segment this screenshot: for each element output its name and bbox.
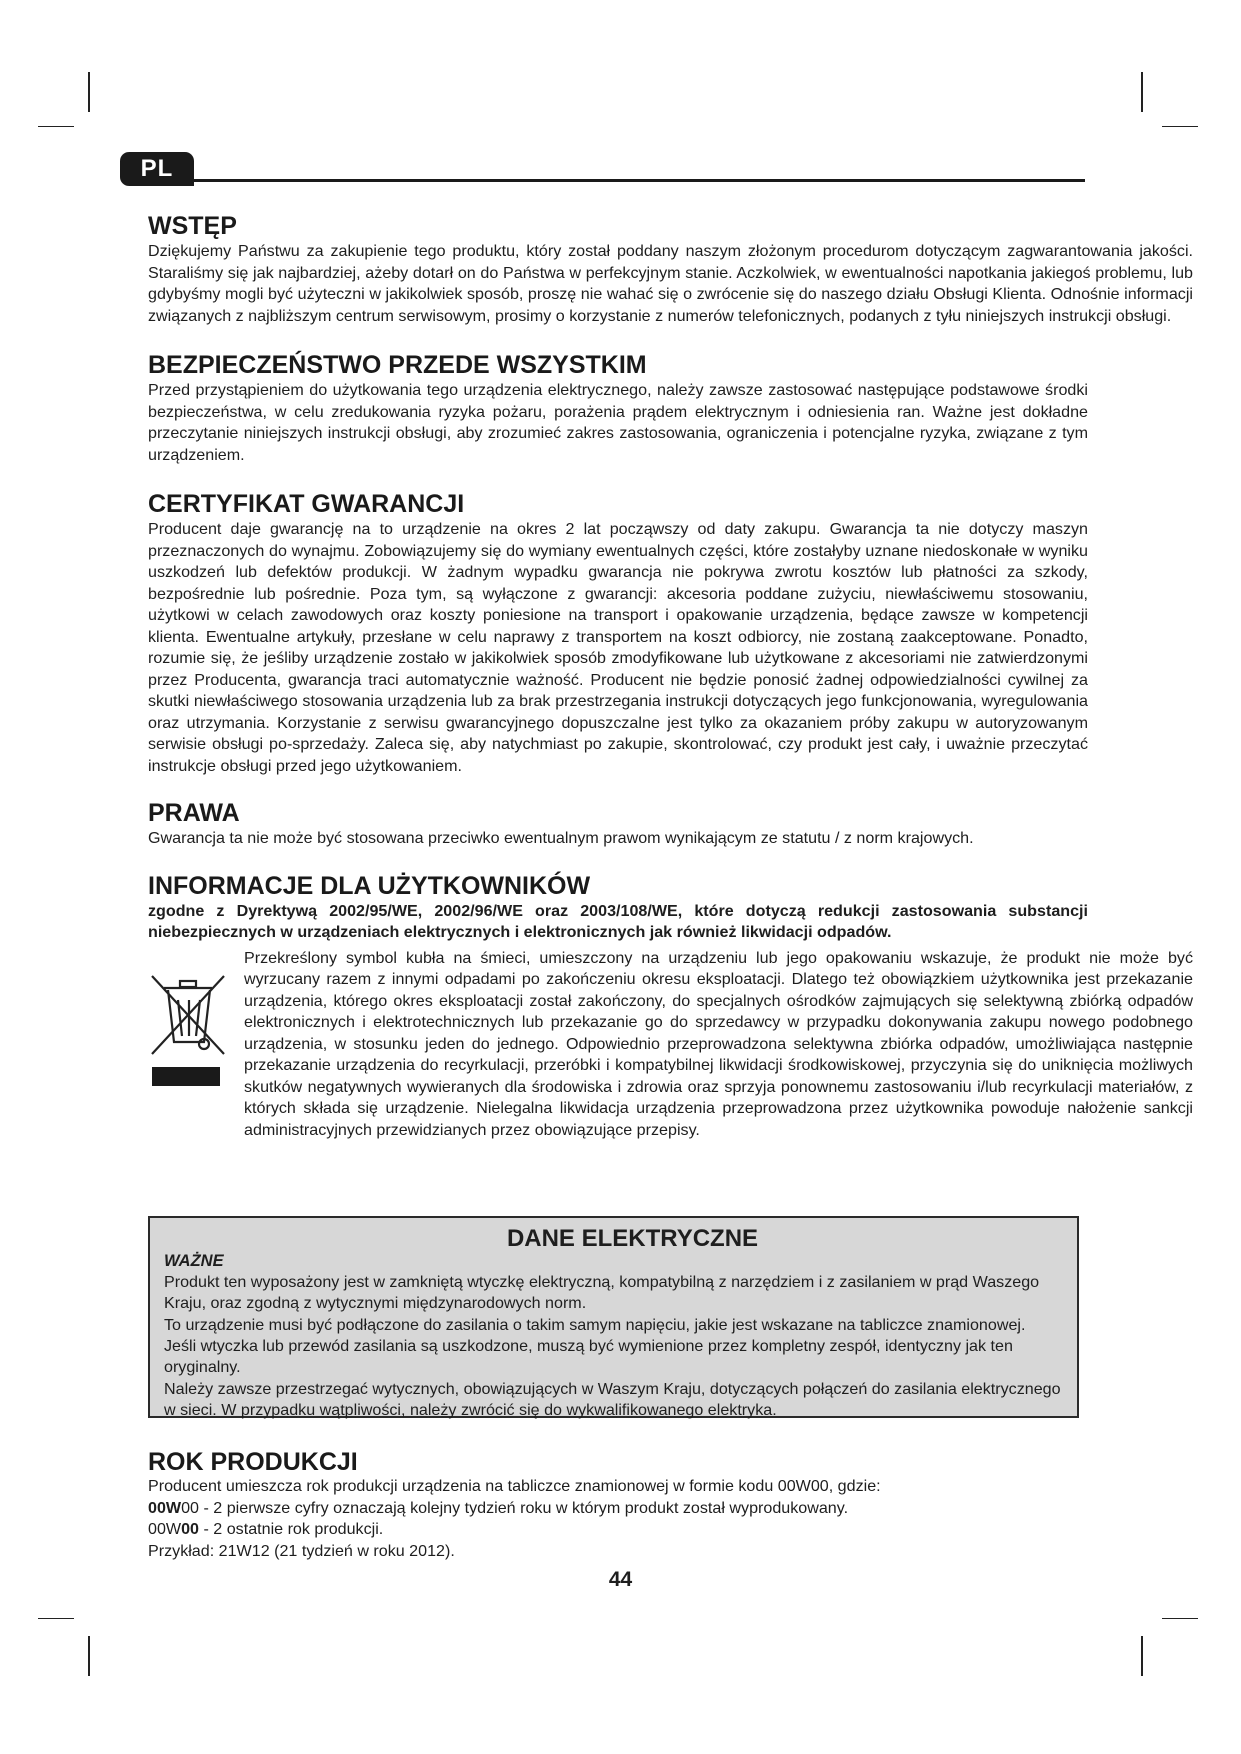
- section-title: ROK PRODUKCJI: [148, 1448, 358, 1476]
- crop-mark: [88, 1636, 90, 1676]
- crop-mark: [38, 126, 74, 127]
- section-text: Przed przystąpieniem do użytkowania tego urządzenia elektrycznego, należy zawsze zastosować następujące podstawowe środki bezpieczeństwa, w celu zredukowania ryzyka pożaru, porażenia prądem elektrycznym i odniesienia ran. Ważne jest dokładne przeczytanie niniejszych instrukcji obsługi, aby zrozumieć zakres zastosowania, ograniczenia i potencjalne ryzyka, związane z tym urządzeniem.: [148, 381, 1088, 464]
- crop-mark: [88, 72, 90, 112]
- electrical-paragraph: To urządzenie musi być podłączone do zasilania o takim samym napięciu, jakie jest wskazane na tabliczce znamionowej. Jeśli wtyczka lub przewód zasilania są uszkodzone, muszą być wymienione przez kompletny zespół, identyczny jak ten oryginalny.: [164, 1316, 1026, 1376]
- rok-line: [148, 1498, 1088, 1520]
- section-text: Dziękujemy Państwu za zakupienie tego produktu, który został poddany naszym złożonym procedurom dotyczącym zagwarantowania jakości. Staraliśmy się jak najbardziej, ażeby dotarł on do Państwa w perfekcyjnym stanie. Aczkolwiek, w ewentualności napotkania jakiegoś problemu, lub gdybyśmy mogli być użyteczni w jakikolwiek sposób, proszę nie wahać się o zwrócenie się do naszego działu Obsługi Klienta. Odnośnie informacji związanych z najbliższym centrum serwisowym, prosimy o korzystanie z numerów telefonicznych, podanych z tyłu niniejszych instrukcji obsługi.: [148, 242, 1193, 325]
- electrical-title: DANE ELEKTRYCZNE: [506, 1225, 759, 1252]
- weee-symbol: [148, 948, 244, 1142]
- rok-line-text: - 2 ostatnie rok produkcji.: [199, 1520, 384, 1538]
- section-bezpieczenstwo: [148, 351, 1193, 466]
- rok-line: [148, 1519, 1088, 1541]
- crop-mark: [1162, 1618, 1198, 1619]
- section-prawa: [148, 799, 1193, 850]
- crop-mark: [1162, 126, 1198, 127]
- section-title: PRAWA: [148, 799, 240, 827]
- rok-line: Przykład: 21W12 (21 tydzień w roku 2012).: [148, 1541, 455, 1560]
- rok-line: Producent umieszcza rok produkcji urządzenia na tabliczce znamionowej w formie kodu 00W00, gdzie:: [148, 1477, 881, 1495]
- main-content: [148, 212, 1193, 1168]
- electrical-data-box: [148, 1216, 1079, 1418]
- section-wstep: [148, 212, 1193, 327]
- crop-mark: [1141, 1636, 1143, 1676]
- page-number: 44: [608, 1568, 633, 1591]
- rok-line-text: 00 - 2 pierwsze cyfry oznaczają kolejny tydzień roku w którym produkt został wyprodukowany.: [181, 1498, 849, 1517]
- section-gwarancja: [148, 490, 1193, 777]
- section-informacje: [148, 872, 1193, 1142]
- electrical-subtitle: WAŻNE: [164, 1252, 224, 1270]
- section-title: BEZPIECZEŃSTWO PRZEDE WSZYSTKIM: [148, 351, 647, 379]
- crop-mark: [38, 1618, 74, 1619]
- section-text: Producent daje gwarancję na to urządzenie na okres 2 lat począwszy od daty zakupu. Gwarancja ta nie dotyczy maszyn przeznaczonych do wynajmu. Zobowiązujemy się do wymiany ewentualnych części, które zostałyby uznane niedoskonałe w wyniku uszkodzeń lub defektów produkcji. W żadnym wypadku gwarancja nie pokrywa zwrotu kosztów lub płatności za szkody, bezpośrednie lub pośrednie. Poza tym, są wyłączone z gwarancji: akcesoria poddane zużyciu, niewłaściwemu stosowaniu, użytkowi w celach zawodowych oraz koszty poniesione na transport i opakowanie urządzenia, będące zawsze w kompetencji klienta. Ewentualne artykuły, przesłane w celu naprawy z transportem na koszt odbiorcy, nie zostaną zaakceptowane. Ponadto, rozumie się, że jeśliby urządzenie zostało w jakikolwiek sposób zmodyfikowane lub użytkowane z akcesoriami nie zatwierdzonymi przez Producenta, gwarancja traci automatycznie ważność. Producent nie będzie ponosić żadnej odpowiedzialności cywilnej za skutki niewłaściwego stosowania urządzenia lub za brak przestrzegania instrukcji dotyczących jego funkcjonowania, wyregulowania oraz utrzymania. Korzystanie z serwisu gwarancyjnego dopuszczalne jest tylko za okazaniem próby zakupu w autoryzowanym serwisie obsługi po-sprzedaży. Zaleca się, aby natychmiast po zakupie, skontrolować, czy produkt jest cały, i uważnie przeczytać instrukcje obsługi przed jego użytkowaniem.: [148, 520, 1088, 775]
- code-highlight: 00W: [148, 1498, 182, 1517]
- section-title: WSTĘP: [148, 212, 237, 240]
- code-highlight: 00: [181, 1520, 199, 1538]
- electrical-paragraph: Produkt ten wyposażony jest w zamkniętą wtyczkę elektryczną, kompatybilną z narzędziem i z zasilaniem w prąd Waszego Kraju, oraz zgodną z wytycznymi międzynarodowych norm.: [164, 1273, 1040, 1312]
- section-text: Przekreślony symbol kubła na śmieci, umieszczony na urządzeniu lub jego opakowaniu wskazuje, że produkt nie może być wyrzucany razem z innymi odpadami po zakończeniu okresu eksploatacji. Dlatego też obowiązkiem użytkownika jest przekazanie urządzenia, którego okres eksploatacji został zakończony, do specjalnych ośrodków zajmujących się selektywną zbiórką odpadów elektronicznych i elektrotechnicznych lub przekazanie go do sprzedawcy w przypadku dokonywania zakupu nowego podobnego urządzenia, w stosunku jeden do jednego. Odpowiednio przeprowadzona selektywna zbiórka odpadów, umożliwiająca następnie przekazanie urządzenia do recyrkulacji, przeróbki i kompatybilnej likwidacji środkowiskowej, przyczynia się do uniknięcia możliwych skutków negatywnych wywieranych dla środowiska i zdrowia oraz sprzyja ponownemu zastosowaniu i/lub recyrkulacji materiałów, z których składa się urządzenie. Nielegalna likwidacja urządzenia przeprowadzona przez użytkownika powoduje nałożenie sankcji administracyjnych przewidzianych przez obowiązujące przepisy.: [244, 948, 1193, 1139]
- section-title: CERTYFIKAT GWARANCJI: [148, 490, 465, 518]
- section-title: INFORMACJE DLA UŻYTKOWNIKÓW: [148, 871, 591, 900]
- crop-mark: [1141, 72, 1143, 112]
- weee-bar: [152, 1067, 220, 1086]
- header-rule: [192, 179, 1085, 182]
- electrical-paragraph: Należy zawsze przestrzegać wytycznych, obowiązujących w Waszym Kraju, dotyczących połączeń do zasilania elektrycznego w sieci. W przypadku wątpliwości, należy zwrócić się do wykwalifikowanego elektryka.: [164, 1380, 1061, 1419]
- crossed-out-wheelie-bin-icon: [148, 970, 228, 1056]
- code-plain: 00W: [148, 1520, 182, 1538]
- section-subtitle: zgodne z Dyrektywą 2002/95/WE, 2002/96/WE oraz 2003/108/WE, które dotyczą redukcji zastosowania substancji niebezpiecznych w urządzeniach elektrycznych i elektronicznych jak również likwidacji odpadów.: [148, 901, 1088, 941]
- language-tab: PL: [120, 152, 194, 186]
- weee-info: [148, 948, 1193, 1142]
- section-rok-produkcji: [148, 1448, 1088, 1562]
- section-text: Gwarancja ta nie może być stosowana przeciwko ewentualnym prawom wynikającym ze statutu / z norm krajowych.: [148, 829, 974, 847]
